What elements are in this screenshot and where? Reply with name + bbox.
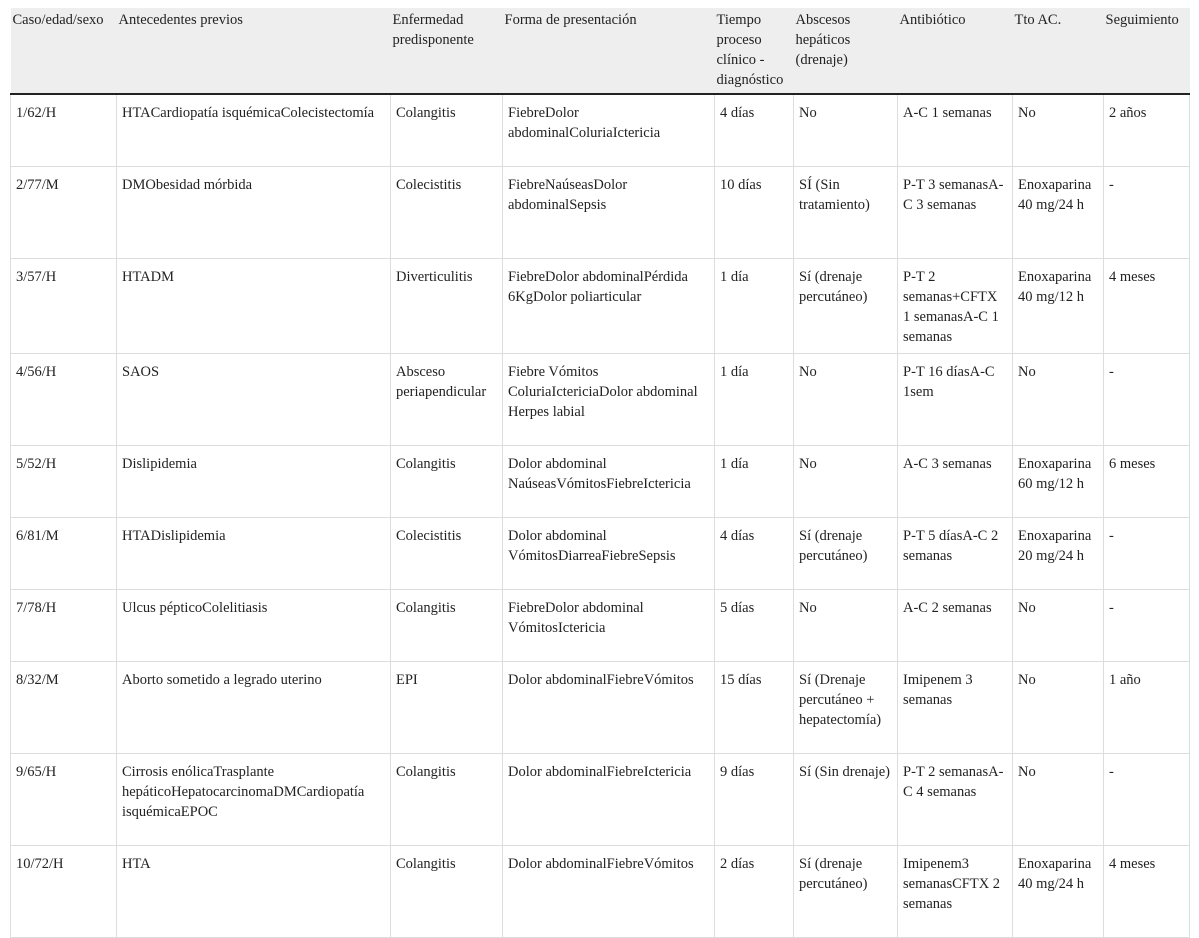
header-tto-ac: Tto AC.: [1013, 8, 1104, 94]
table-cell: FiebreDolor abdominalColuriaIctericia: [503, 94, 715, 167]
table-cell: Dolor abdominal VómitosDiarreaFiebreSepsis: [503, 518, 715, 590]
table-cell: 9 días: [715, 754, 794, 846]
table-row: [11, 518, 1190, 590]
table-cell: Dolor abdominal NaúseasVómitosFiebreIctericia: [503, 446, 715, 518]
table-cell: Aborto sometido a legrado uterino: [117, 662, 391, 754]
table-cell: 9/65/H: [11, 754, 117, 846]
header-antecedentes: Antecedentes previos: [117, 8, 391, 94]
table-cell: No: [1013, 354, 1104, 446]
header-forma: Forma de presentación: [503, 8, 715, 94]
table-cell: Cirrosis enólicaTrasplante hepáticoHepatocarcinomaDMCardiopatía isquémicaEPOC: [117, 754, 391, 846]
table-cell: Dolor abdominalFiebreVómitos: [503, 662, 715, 754]
table-cell: 4 días: [715, 518, 794, 590]
table-cell: 1 día: [715, 446, 794, 518]
table-cell: -: [1104, 167, 1190, 259]
table-cell: P-T 5 díasA-C 2 semanas: [898, 518, 1013, 590]
table-cell: 1 día: [715, 354, 794, 446]
table-cell: 10/72/H: [11, 846, 117, 938]
table-cell: Colangitis: [391, 446, 503, 518]
table-cell: Colecistitis: [391, 167, 503, 259]
table-cell: Colangitis: [391, 846, 503, 938]
table-cell: 2 años: [1104, 94, 1190, 167]
table-cell: Ulcus pépticoColelitiasis: [117, 590, 391, 662]
table-cell: Enoxaparina 40 mg/24 h: [1013, 846, 1104, 938]
table-cell: Sí (drenaje percutáneo): [794, 846, 898, 938]
table-cell: Colangitis: [391, 590, 503, 662]
table-cell: P-T 16 díasA-C 1sem: [898, 354, 1013, 446]
table-cell: P-T 2 semanas+CFTX 1 semanasA-C 1 semanas: [898, 259, 1013, 354]
table-cell: 7/78/H: [11, 590, 117, 662]
table-cell: Enoxaparina 40 mg/12 h: [1013, 259, 1104, 354]
table-cell: 5 días: [715, 590, 794, 662]
table-cell: HTADislipidemia: [117, 518, 391, 590]
table-cell: 4 meses: [1104, 259, 1190, 354]
table-cell: Colecistitis: [391, 518, 503, 590]
clinical-cases-table: [10, 8, 1190, 938]
table-header-row: [11, 8, 1190, 94]
table-row: [11, 754, 1190, 846]
table-cell: Dolor abdominalFiebreVómitos: [503, 846, 715, 938]
table-row: [11, 590, 1190, 662]
table-container: [10, 8, 1189, 912]
table-cell: 4 meses: [1104, 846, 1190, 938]
table-cell: Imipenem 3 semanas: [898, 662, 1013, 754]
table-cell: 4/56/H: [11, 354, 117, 446]
table-row: [11, 259, 1190, 354]
table-cell: 1 año: [1104, 662, 1190, 754]
table-cell: Sí (Drenaje percutáneo + hepatectomía): [794, 662, 898, 754]
table-cell: No: [794, 94, 898, 167]
table-cell: Absceso periapendicular: [391, 354, 503, 446]
table-cell: -: [1104, 590, 1190, 662]
table-cell: HTACardiopatía isquémicaColecistectomía: [117, 94, 391, 167]
table-cell: Colangitis: [391, 754, 503, 846]
table-cell: Sí (Sin drenaje): [794, 754, 898, 846]
table-cell: FiebreDolor abdominal VómitosIctericia: [503, 590, 715, 662]
table-cell: A-C 1 semanas: [898, 94, 1013, 167]
header-tiempo: Tiempo proceso clínico - diagnóstico: [715, 8, 794, 94]
table-cell: Fiebre Vómitos ColuriaIctericiaDolor abdominal Herpes labial: [503, 354, 715, 446]
table-cell: Imipenem3 semanasCFTX 2 semanas: [898, 846, 1013, 938]
table-cell: -: [1104, 518, 1190, 590]
table-cell: No: [794, 590, 898, 662]
table-cell: FiebreDolor abdominalPérdida 6KgDolor poliarticular: [503, 259, 715, 354]
table-cell: 2/77/M: [11, 167, 117, 259]
table-cell: A-C 3 semanas: [898, 446, 1013, 518]
table-cell: HTA: [117, 846, 391, 938]
table-cell: No: [1013, 662, 1104, 754]
table-cell: Colangitis: [391, 94, 503, 167]
table-cell: -: [1104, 354, 1190, 446]
table-cell: 4 días: [715, 94, 794, 167]
table-cell: A-C 2 semanas: [898, 590, 1013, 662]
table-cell: No: [794, 354, 898, 446]
table-cell: 2 días: [715, 846, 794, 938]
table-row: [11, 446, 1190, 518]
table-row: [11, 167, 1190, 259]
table-cell: Sí (drenaje percutáneo): [794, 518, 898, 590]
header-seguimiento: Seguimiento: [1104, 8, 1190, 94]
table-cell: Diverticulitis: [391, 259, 503, 354]
table-cell: 5/52/H: [11, 446, 117, 518]
table-cell: DMObesidad mórbida: [117, 167, 391, 259]
table-cell: Enoxaparina 20 mg/24 h: [1013, 518, 1104, 590]
table-cell: 1/62/H: [11, 94, 117, 167]
table-cell: No: [1013, 590, 1104, 662]
table-cell: Dolor abdominalFiebreIctericia: [503, 754, 715, 846]
table-cell: EPI: [391, 662, 503, 754]
header-enfermedad: Enfermedad predisponente: [391, 8, 503, 94]
table-cell: 6/81/M: [11, 518, 117, 590]
table-cell: Enoxaparina 40 mg/24 h: [1013, 167, 1104, 259]
header-caso: Caso/edad/sexo: [11, 8, 117, 94]
table-cell: No: [1013, 754, 1104, 846]
header-antibiotico: Antibiótico: [898, 8, 1013, 94]
table-cell: No: [794, 446, 898, 518]
header-abscesos: Abscesos hepáticos (drenaje): [794, 8, 898, 94]
table-cell: Enoxaparina 60 mg/12 h: [1013, 446, 1104, 518]
table-cell: FiebreNaúseasDolor abdominalSepsis: [503, 167, 715, 259]
table-cell: No: [1013, 94, 1104, 167]
table-cell: HTADM: [117, 259, 391, 354]
table-cell: Dislipidemia: [117, 446, 391, 518]
table-cell: Sí (drenaje percutáneo): [794, 259, 898, 354]
table-row: [11, 94, 1190, 167]
table-cell: 3/57/H: [11, 259, 117, 354]
table-cell: P-T 2 semanasA-C 4 semanas: [898, 754, 1013, 846]
table-cell: 1 día: [715, 259, 794, 354]
table-cell: SAOS: [117, 354, 391, 446]
table-cell: -: [1104, 754, 1190, 846]
table-cell: P-T 3 semanasA-C 3 semanas: [898, 167, 1013, 259]
table-row: [11, 846, 1190, 938]
table-cell: 15 días: [715, 662, 794, 754]
table-cell: 8/32/M: [11, 662, 117, 754]
table-cell: 6 meses: [1104, 446, 1190, 518]
table-cell: 10 días: [715, 167, 794, 259]
table-row: [11, 354, 1190, 446]
table-row: [11, 662, 1190, 754]
table-cell: SÍ (Sin tratamiento): [794, 167, 898, 259]
